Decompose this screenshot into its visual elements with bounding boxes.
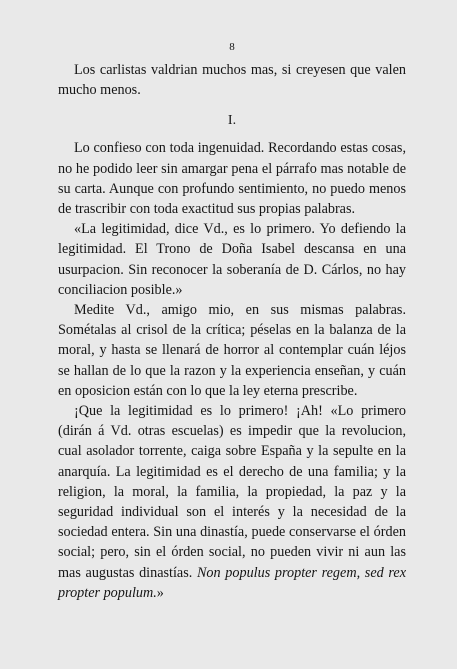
closing-quote: » <box>156 584 164 601</box>
page-content <box>58 40 406 603</box>
paragraph-confession: Lo confieso con toda ingenuidad. Recordando estas cosas, no he podido leer sin amargar pena el párrafo mas notable de su carta. Aunque con profundo sentimiento, no puedo menos de trascribir con toda exactitud sus propias palabras. <box>58 140 406 218</box>
section-heading: I. <box>227 113 237 129</box>
paragraph-quote: «La legitimidad, dice Vd., es lo primero. Yo defiendo la legitimidad. El Trono de Doña Isabel descansa en una usurpacion. Sin reconocer la soberanía de D. Cárlos, no hay conciliacion posible.» <box>58 221 406 298</box>
page-number: 8 <box>229 41 235 53</box>
latin-phrase: Non populus propter regem, sed rex propter populum. <box>58 564 406 601</box>
paragraph-legitimacy-text: ¡Que la legitimidad es lo primero! ¡Ah! «Lo primero (dirán á Vd. otras escuelas) es impedir que la revolucion, cual asolador torrente, caiga sobre España y la sepulte en la anarquía. La legitimidad es el derecho de una familia; y la religion, la moral, la familia, la propiedad, la paz y la seguridad individual son el interés y la necesidad de la sociedad entera. Sin una dinastía, puede conservarse el órden social; pero, sin el órden social, no pueden vivir ni aun las mas augustas dinastías. <box>58 403 406 581</box>
opening-paragraph: Los carlistas valdrian muchos mas, si creyesen que valen mucho menos. <box>58 62 406 99</box>
paragraph-reflection: Medite Vd., amigo mio, en sus mismas palabras. Sométalas al crisol de la crítica; péselas en la balanza de la moral, y hasta se llenará de horror al contemplar cuán léjos se hallan de lo que la razon y la experiencia enseñan, y cuán en oposicion están con lo que la ley eterna prescribe. <box>58 302 406 399</box>
paragraph-legitimacy <box>58 401 406 603</box>
